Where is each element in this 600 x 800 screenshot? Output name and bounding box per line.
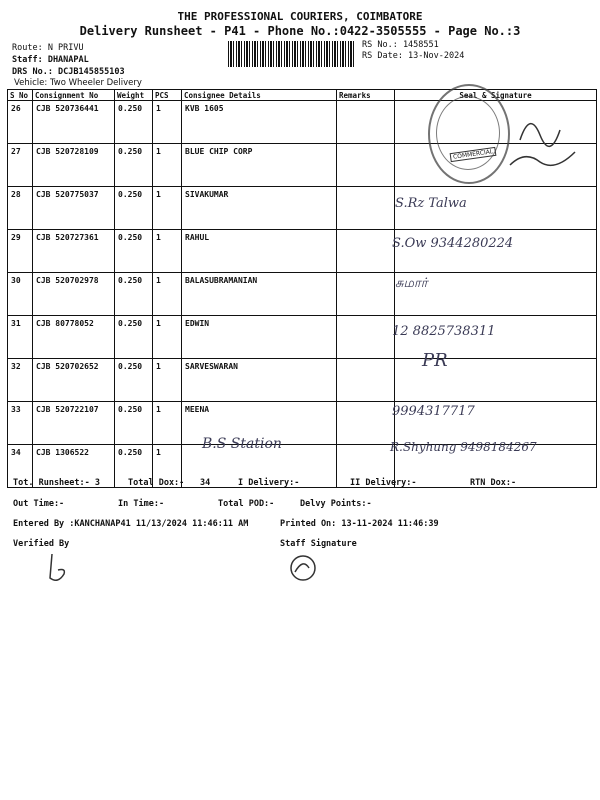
stamp-label: COMMERCIAL [450,147,497,162]
col-signature: Seal & Signature [395,90,597,101]
cell-remarks [337,273,395,316]
col-remarks: Remarks [337,90,395,101]
cell-cn: CJB 1306522 [33,445,115,488]
printed-on: Printed On: 13-11-2024 11:46:39 [280,519,439,529]
handwriting-row-32: PR [422,350,448,371]
cell-weight: 0.250 [115,402,153,445]
col-sno: S No [8,90,33,101]
entered-by: Entered By :KANCHANAP41 11/13/2024 11:46:11 AM [13,519,249,529]
delvy-points: Delvy Points:- [300,499,372,509]
handwriting-row-33: 9994317717 [392,404,475,419]
total-dox-value: 34 [200,478,211,488]
col-pcs: PCS [153,90,182,101]
handwriting-row-28: S.Rz Talwa [395,196,467,211]
cell-cn: CJB 520728109 [33,144,115,187]
tot-runsheet: Tot. Runsheet:- 3 [13,478,100,488]
cell-consignee: KVB 1605 [182,101,337,144]
signature-scribble-top [500,100,590,180]
table-row [8,359,597,402]
cell-sno: 28 [8,187,33,230]
cell-cn: CJB 520702652 [33,359,115,402]
cell-consignee: SIVAKUMAR [182,187,337,230]
barcode-image [228,41,356,67]
cell-pcs: 1 [153,101,182,144]
cell-remarks [337,230,395,273]
cell-remarks [337,359,395,402]
total-dox-label: Total Dox:- [128,478,185,488]
rtn-dox: RTN Dox:- [470,478,517,488]
staff-signature-mark [285,550,325,586]
i-delivery: I Delivery:- [238,478,300,488]
total-pod: Total POD:- [218,499,275,509]
rs-no-label: RS No.: 1458551 [362,40,439,50]
staff-signature-label: Staff Signature [280,539,357,549]
route-label: Route: N PRIVU [12,43,84,53]
cell-pcs: 1 [153,359,182,402]
table-row [8,187,597,230]
cell-remarks [337,402,395,445]
handwriting-row-29: S.Ow 9344280224 [392,236,514,251]
cell-pcs: 1 [153,144,182,187]
verified-signature [40,550,80,586]
cell-consignee: RAHUL [182,230,337,273]
cell-weight: 0.250 [115,144,153,187]
cell-sno: 32 [8,359,33,402]
cell-sno: 33 [8,402,33,445]
handwriting-row-31: 12 8825738311 [392,324,496,339]
cell-consignee: BALASUBRAMANIAN [182,273,337,316]
table-header-row [8,90,597,101]
company-title: THE PROFESSIONAL COURIERS, COIMBATORE [177,10,423,23]
cell-sno: 27 [8,144,33,187]
cell-pcs: 1 [153,273,182,316]
drs-label: DRS No.: DCJB145855103 [12,67,125,77]
cell-pcs: 1 [153,230,182,273]
col-weight: Weight [115,90,153,101]
cell-sno: 26 [8,101,33,144]
cell-consignee: MEENA [182,402,337,445]
cell-weight: 0.250 [115,230,153,273]
in-time: In Time:- [118,499,165,509]
cell-cn: CJB 520727361 [33,230,115,273]
table-row [8,316,597,359]
cell-cn: CJB 520702978 [33,273,115,316]
cell-sno: 34 [8,445,33,488]
cell-cn: CJB 80778052 [33,316,115,359]
cell-pcs: 1 [153,402,182,445]
col-consignment: Consignment No [33,90,115,101]
cell-cn: CJB 520722107 [33,402,115,445]
cell-remarks [337,144,395,187]
cell-weight: 0.250 [115,187,153,230]
cell-consignee: BLUE CHIP CORP [182,144,337,187]
cell-sno: 30 [8,273,33,316]
table-row [8,402,597,445]
cell-consignee: SARVESWARAN [182,359,337,402]
cell-cn: CJB 520736441 [33,101,115,144]
cell-sno: 29 [8,230,33,273]
cell-pcs: 1 [153,187,182,230]
cell-weight: 0.250 [115,101,153,144]
cell-weight: 0.250 [115,359,153,402]
cell-weight: 0.250 [115,273,153,316]
cell-consignee: EDWIN [182,316,337,359]
cell-remarks [337,101,395,144]
cell-weight: 0.250 [115,316,153,359]
cell-sno: 31 [8,316,33,359]
ii-delivery: II Delivery:- [350,478,417,488]
table-row [8,273,597,316]
handwriting-row-30: சுமார் [395,276,428,291]
cell-remarks [337,316,395,359]
col-consignee: Consignee Details [182,90,337,101]
runsheet-subtitle: Delivery Runsheet - P41 - Phone No.:0422-3505555 - Page No.:3 [79,24,521,38]
out-time: Out Time:- [13,499,65,509]
cell-pcs: 1 [153,316,182,359]
cell-remarks [337,187,395,230]
verified-by: Verified By [13,539,70,549]
vehicle-label: Vehicle: Two Wheeler Delivery [14,78,142,88]
handwriting-row-34-consignee: B.S Station [202,436,282,452]
cell-weight: 0.250 [115,445,153,488]
cell-pcs: 1 [153,445,182,488]
handwriting-row-34-signature: R.Shyhung 9498184267 [390,440,537,454]
rs-date-label: RS Date: 13-Nov-2024 [362,51,465,61]
cell-cn: CJB 520775037 [33,187,115,230]
staff-label: Staff: DHANAPAL [12,55,89,65]
